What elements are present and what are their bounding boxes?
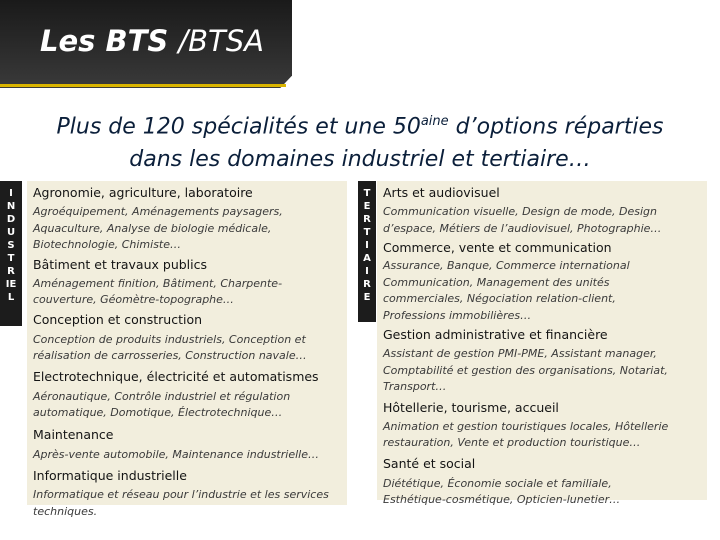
description-line: Après-vente automobile, Maintenance industrielle… <box>33 447 319 461</box>
vertical-letter: A <box>363 253 371 264</box>
category-description <box>33 204 339 254</box>
category-description <box>33 487 339 520</box>
page-title-bts: Les BTS <box>40 24 179 58</box>
page-title-btsa: /BTSA <box>178 24 265 58</box>
industriel-vertical-label <box>0 181 22 326</box>
description-line: Informatique et réseau pour l’industrie et les services <box>33 488 329 501</box>
subtitle-superscript: aine <box>420 114 449 129</box>
category-heading: Hôtellerie, tourisme, accueil <box>383 399 559 415</box>
tertiary-domains-panel <box>377 181 707 506</box>
vertical-letter: R <box>363 214 371 225</box>
vertical-letter: R <box>7 266 15 277</box>
category-heading: Santé et social <box>383 455 476 471</box>
vertical-letter: E <box>363 201 371 212</box>
subtitle-text-a: Plus de 120 spécialités et une 50 <box>56 114 421 140</box>
category-heading: Bâtiment et travaux publics <box>33 256 208 272</box>
description-line: réalisation de carrosseries, Construction navale… <box>33 349 307 362</box>
description-line: Comptabilité et gestion des organisations, Notariat, <box>383 363 668 377</box>
vertical-letter: T <box>363 188 371 199</box>
category-heading: Electrotechnique, électricité et automatismes <box>33 368 319 384</box>
description-line: techniques. <box>33 504 98 518</box>
category-heading: Arts et audiovisuel <box>383 185 500 200</box>
vertical-letter: L <box>7 292 15 303</box>
description-line: Assistant de gestion PMI-PME, Assistant manager, <box>383 347 657 360</box>
vertical-letter: IE <box>5 279 17 290</box>
category-heading: Maintenance <box>33 426 114 442</box>
category-description <box>383 204 699 237</box>
description-line: Transport… <box>383 380 447 393</box>
page-title <box>40 24 264 58</box>
description-line: Professions immobilières… <box>383 308 532 322</box>
category-description <box>383 258 699 324</box>
description-line: Esthétique-cosmétique, Opticien-lunetier… <box>383 493 621 506</box>
description-line: Animation et gestion touristiques locales, Hôtellerie <box>383 419 669 433</box>
category-description <box>383 346 699 396</box>
vertical-letter: T <box>363 227 371 238</box>
description-line: couverture, Géomètre-topographe… <box>33 293 234 306</box>
description-line: Aquaculture, Analyse de biologie médicale, <box>33 221 272 235</box>
tertiaire-vertical-label <box>358 181 376 322</box>
vertical-letter: I <box>365 266 369 277</box>
category-description <box>383 419 699 452</box>
vertical-letter: E <box>363 292 371 303</box>
vertical-letter: S <box>7 240 15 251</box>
category-description <box>33 389 339 422</box>
banner-accent-line <box>0 84 286 87</box>
category-heading: Commerce, vente et communication <box>383 240 612 255</box>
description-line: Communication, Management des unités <box>383 275 610 289</box>
subtitle-line-1 <box>0 105 720 143</box>
vertical-letter: T <box>7 253 15 264</box>
description-line: Diététique, Économie sociale et familiale, <box>383 476 612 490</box>
description-line: Agroéquipement, Aménagements paysagers, <box>33 205 283 218</box>
vertical-letter: I <box>365 240 369 251</box>
description-line: commerciales, Négociation relation-client, <box>383 292 616 305</box>
category-description <box>33 276 339 309</box>
industrial-domains-panel <box>27 181 347 518</box>
category-heading: Agronomie, agriculture, laboratoire <box>33 185 253 200</box>
vertical-letter: R <box>363 279 371 290</box>
category-description <box>33 332 339 365</box>
description-line: Biotechnologie, Chimiste… <box>33 238 182 251</box>
description-line: Communication visuelle, Design de mode, Design <box>383 205 657 218</box>
description-line: restauration, Vente et production touristique… <box>383 436 641 449</box>
description-line: automatique, Domotique, Électrotechnique… <box>33 406 283 419</box>
category-description <box>33 447 339 464</box>
description-line: Aménagement finition, Bâtiment, Charpente- <box>33 276 283 290</box>
subtitle <box>0 105 720 176</box>
category-heading: Gestion administrative et financière <box>383 327 608 342</box>
category-heading: Conception et construction <box>33 311 203 327</box>
vertical-letter: D <box>6 214 16 225</box>
subtitle-line-2: dans les domaines industriel et tertiaire… <box>129 147 591 173</box>
description-line: Assurance, Banque, Commerce international <box>383 259 630 272</box>
vertical-letter: U <box>6 227 16 238</box>
description-line: d’espace, Métiers de l’audiovisuel, Photographie… <box>383 221 662 235</box>
vertical-letter: N <box>6 201 16 212</box>
vertical-letter: I <box>9 188 13 199</box>
description-line: Aéronautique, Contrôle industriel et régulation <box>33 389 291 403</box>
category-heading: Informatique industrielle <box>33 468 187 483</box>
subtitle-text-b: d’options réparties <box>448 114 664 140</box>
description-line: Conception de produits industriels, Conception et <box>33 332 306 346</box>
category-description <box>383 476 699 509</box>
